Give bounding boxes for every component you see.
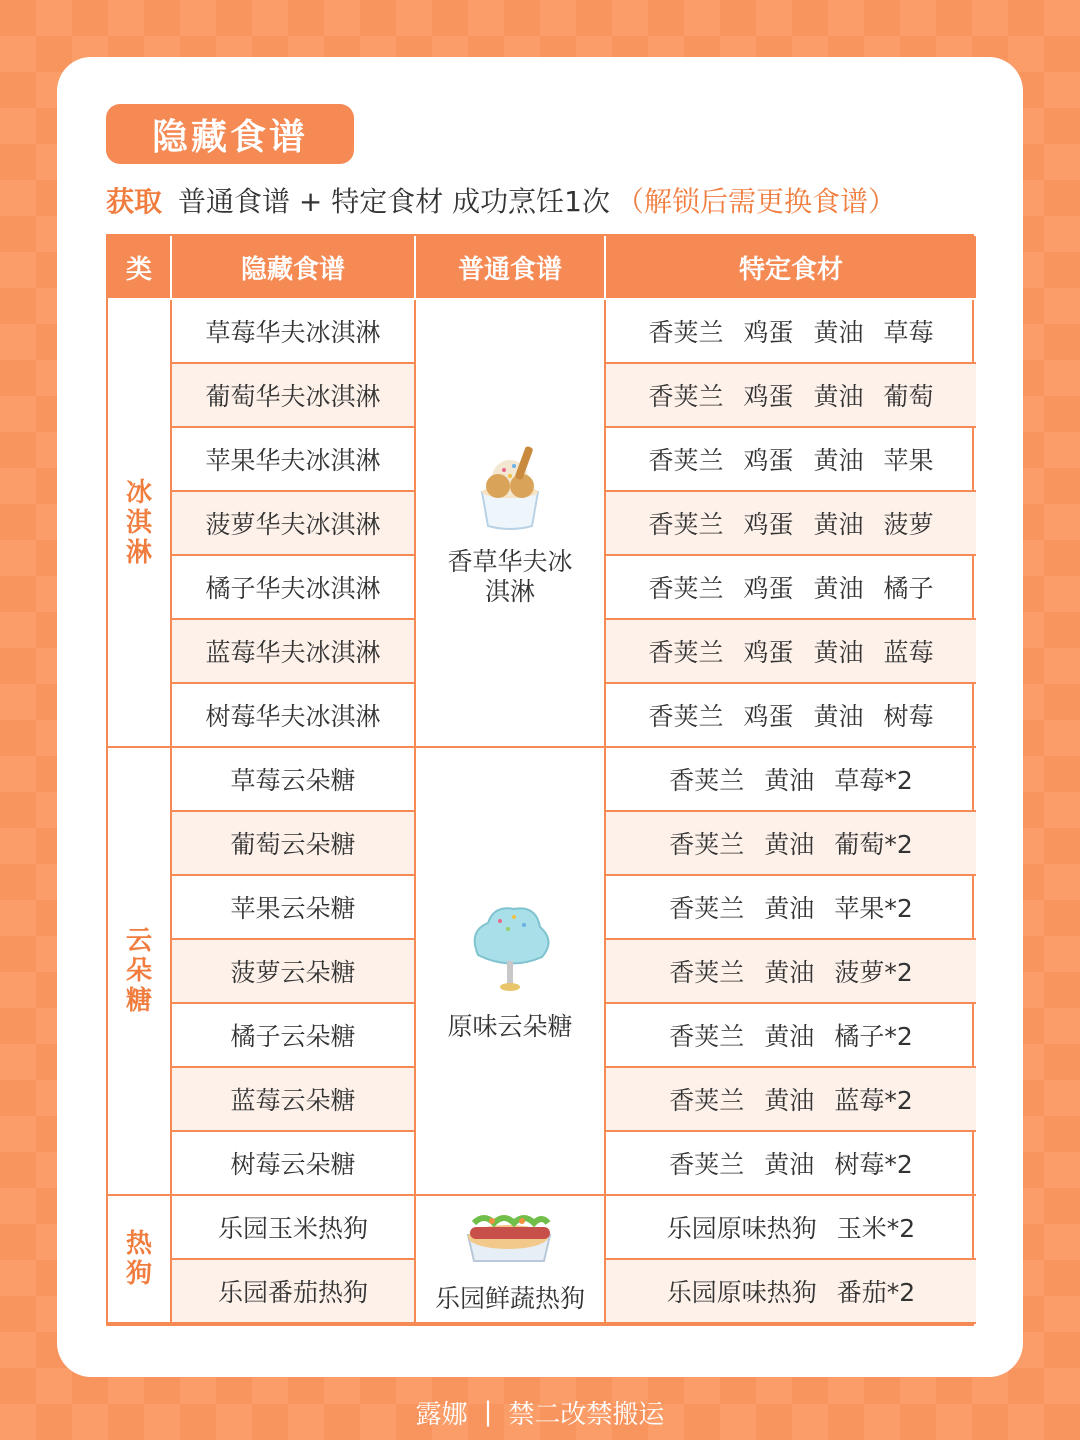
ingredient: 黄油 [764,1150,815,1179]
ingredient: 树莓 [883,702,934,731]
obtain-label: 获取 [106,185,163,218]
ingredient: 香荚兰 [669,830,745,859]
ingredient: 香荚兰 [669,958,745,987]
base-recipe-cell [416,748,606,1196]
ingredients-cell [606,300,976,364]
ingredients-cell [606,812,976,876]
page-title: 隐藏食谱 [106,104,354,164]
hidden-recipe-cell: 蓝莓云朵糖 [172,1068,416,1132]
hidden-recipe-cell: 葡萄华夫冰淇淋 [172,364,416,428]
ingredient: 苹果*2 [834,894,913,923]
ingredient: 鸡蛋 [743,638,794,667]
ingredient: 鸡蛋 [743,446,794,475]
ingredient: 黄油 [764,766,815,795]
cotton-candy-icon-graphic [464,901,556,997]
ingredient: 香荚兰 [648,382,724,411]
ingredient: 香荚兰 [669,1150,745,1179]
hidden-recipe-cell: 苹果华夫冰淇淋 [172,428,416,492]
ingredient: 香荚兰 [669,1086,745,1115]
ingredient: 鸡蛋 [743,574,794,603]
ingredient: 番茄*2 [836,1278,916,1307]
ingredient: 香荚兰 [648,446,724,475]
table-header-cell: 隐藏食谱 [172,236,416,300]
ingredients-cell [606,1004,976,1068]
base-recipe-cell [416,1196,606,1324]
ingredient: 香荚兰 [648,318,724,347]
ingredient: 黄油 [813,638,864,667]
ingredient: 葡萄*2 [834,830,913,859]
ingredient: 草莓 [883,318,934,347]
ingredient: 乐园原味热狗 [666,1278,817,1307]
footer [0,1392,1080,1432]
hidden-recipe-cell: 乐园玉米热狗 [172,1196,416,1260]
ingredient: 香荚兰 [669,766,745,795]
ingredient: 香荚兰 [648,574,724,603]
ingredients-cell [606,876,976,940]
subtitle [106,178,896,222]
ingredients-cell [606,940,976,1004]
ingredient: 鸡蛋 [743,510,794,539]
ingredients-cell [606,1068,976,1132]
hidden-recipe-cell: 菠萝云朵糖 [172,940,416,1004]
table-header-cell: 普通食谱 [416,236,606,300]
hidden-recipe-cell: 橘子云朵糖 [172,1004,416,1068]
ingredient: 黄油 [813,574,864,603]
hidden-recipe-cell: 草莓华夫冰淇淋 [172,300,416,364]
hidden-recipe-cell: 草莓云朵糖 [172,748,416,812]
ingredient: 黄油 [813,382,864,411]
ingredient: 乐园原味热狗 [666,1214,817,1243]
ingredient: 黄油 [764,1086,815,1115]
ingredient: 香荚兰 [669,894,745,923]
ingredient: 黄油 [764,830,815,859]
ingredients-cell [606,556,976,620]
ingredient: 黄油 [764,1022,815,1051]
ingredient: 鸡蛋 [743,318,794,347]
hidden-recipe-cell: 菠萝华夫冰淇淋 [172,492,416,556]
ingredient: 橘子*2 [834,1022,913,1051]
footer-author: 露娜 [415,1399,468,1430]
base-recipe-name: 香草华夫冰淇淋 [447,546,573,606]
ingredients-cell [606,1260,976,1324]
footer-notice: 禁二改禁搬运 [508,1399,665,1430]
ingredients-cell [606,1132,976,1196]
footer-separator: | [483,1397,493,1427]
obtain-formula: 普通食谱 + 特定食材 成功烹饪1次 [178,185,610,218]
ingredient: 蓝莓*2 [834,1086,913,1115]
ingredients-cell [606,428,976,492]
hidden-recipe-cell: 树莓华夫冰淇淋 [172,684,416,748]
ingredient: 橘子 [883,574,934,603]
ingredients-cell [606,492,976,556]
table-header-cell: 特定食材 [606,236,976,300]
cotton-candy-icon [464,901,556,1004]
hotdog-icon [462,1205,558,1276]
ingredient: 香荚兰 [648,638,724,667]
ingredient: 黄油 [813,446,864,475]
hidden-recipe-cell: 乐园番茄热狗 [172,1260,416,1324]
base-recipe-cell [416,300,606,748]
unlock-note: （解锁后需更换食谱） [616,185,897,218]
ingredient: 黄油 [813,318,864,347]
ingredient: 玉米*2 [836,1214,916,1243]
recipe-table [106,234,974,1326]
hotdog-icon-graphic [462,1205,558,1269]
ingredient: 苹果 [883,446,934,475]
ingredient: 草莓*2 [834,766,913,795]
ingredient: 鸡蛋 [743,702,794,731]
hidden-recipe-cell: 苹果云朵糖 [172,876,416,940]
hidden-recipe-cell: 葡萄云朵糖 [172,812,416,876]
ingredient: 黄油 [764,958,815,987]
category-cell: 冰淇淋 [108,300,172,748]
ice-cream-icon [470,440,550,539]
ingredients-cell [606,748,976,812]
hidden-recipe-cell: 橘子华夫冰淇淋 [172,556,416,620]
ingredient: 蓝莓 [883,638,934,667]
ingredient: 香荚兰 [669,1022,745,1051]
ingredients-cell [606,684,976,748]
ingredients-cell [606,620,976,684]
category-cell: 云朵糖 [108,748,172,1196]
ingredient: 黄油 [764,894,815,923]
ingredient: 香荚兰 [648,702,724,731]
ingredient: 香荚兰 [648,510,724,539]
base-recipe-name: 乐园鲜蔬热狗 [434,1283,585,1313]
table-header-cell: 类 [108,236,172,300]
ingredient: 黄油 [813,510,864,539]
ingredient: 黄油 [813,702,864,731]
base-recipe-name: 原味云朵糖 [447,1011,573,1041]
ingredient: 树莓*2 [834,1150,913,1179]
ingredient: 葡萄 [883,382,934,411]
ingredient: 鸡蛋 [743,382,794,411]
category-cell: 热狗 [108,1196,172,1324]
ingredient: 菠萝*2 [834,958,913,987]
ice-cream-icon-graphic [470,440,550,532]
hidden-recipe-cell: 蓝莓华夫冰淇淋 [172,620,416,684]
hidden-recipe-cell: 树莓云朵糖 [172,1132,416,1196]
ingredients-cell [606,364,976,428]
ingredient: 菠萝 [883,510,934,539]
ingredients-cell [606,1196,976,1260]
